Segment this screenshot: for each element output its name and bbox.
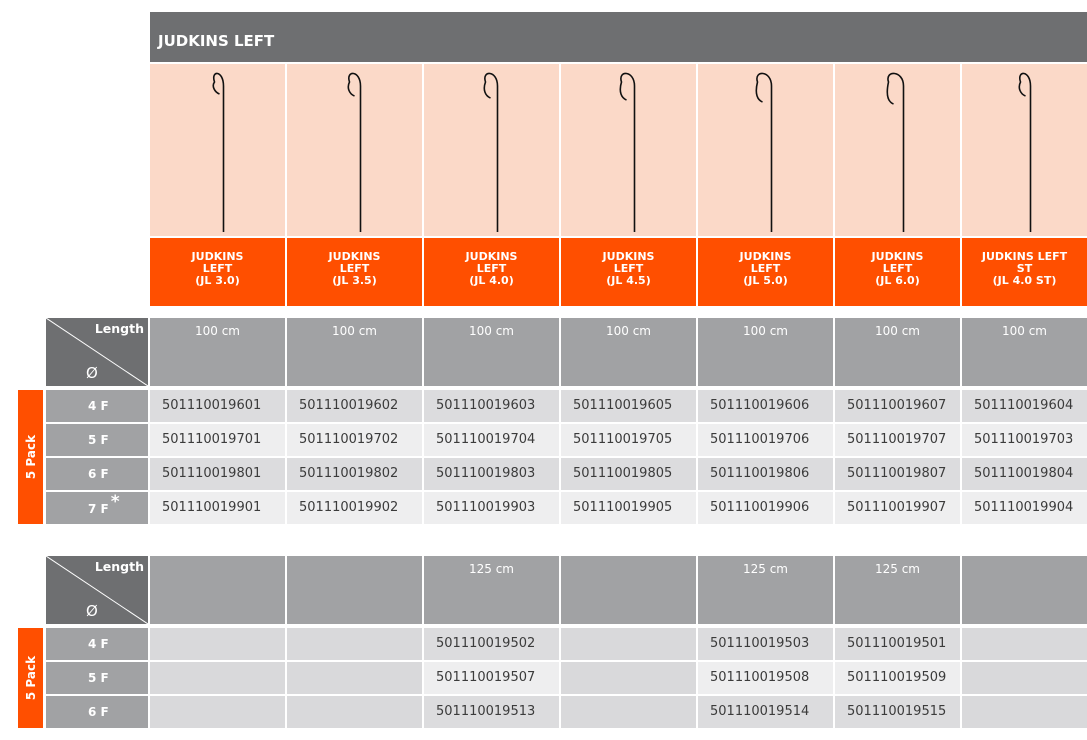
article-number-cell: 501110019803	[424, 458, 559, 490]
asterisk-note: *	[110, 492, 120, 512]
diameter-symbol: Ø	[86, 602, 98, 620]
column-header-line: JUDKINS LEFT	[981, 250, 1068, 263]
article-number-cell: 501110019508	[698, 662, 833, 694]
article-number-cell	[150, 662, 285, 694]
french-size-label: 6 F	[88, 705, 109, 719]
catheter-image-cell	[835, 64, 960, 236]
french-size-cell	[46, 492, 148, 524]
column-header-name	[424, 238, 559, 306]
length-cell	[287, 556, 422, 624]
catheter-curve-icon	[424, 64, 559, 236]
length-cell	[962, 556, 1087, 624]
article-number-cell	[561, 628, 696, 660]
column-header-line: (JL 3.5)	[332, 274, 377, 287]
catheter-curve-icon	[150, 64, 285, 236]
column-header-name	[835, 238, 960, 306]
column-header-line: JUDKINS	[191, 250, 244, 263]
article-number-cell	[962, 696, 1087, 728]
article-number-cell: 501110019705	[561, 424, 696, 456]
length-cell: 100 cm	[962, 318, 1087, 386]
column-header-name	[287, 238, 422, 306]
length-diameter-corner	[46, 318, 148, 386]
article-number-cell: 501110019605	[561, 390, 696, 422]
french-size-cell	[46, 628, 148, 660]
column-header-name	[561, 238, 696, 306]
article-number-cell: 501110019704	[424, 424, 559, 456]
article-number-cell: 501110019607	[835, 390, 960, 422]
catheter-image-cell	[561, 64, 696, 236]
length-cell: 100 cm	[424, 318, 559, 386]
article-number-cell	[287, 662, 422, 694]
french-size-label: 7 F	[88, 502, 109, 516]
column-header-line: (JL 6.0)	[875, 274, 920, 287]
length-cell: 100 cm	[835, 318, 960, 386]
article-number-cell: 501110019515	[835, 696, 960, 728]
column-header-line: ST	[1016, 262, 1033, 275]
column-header-line: (JL 5.0)	[743, 274, 788, 287]
column-header-line: LEFT	[613, 262, 644, 275]
article-number-cell: 501110019602	[287, 390, 422, 422]
length-cell: 100 cm	[287, 318, 422, 386]
article-number-cell	[962, 662, 1087, 694]
article-number-cell: 501110019501	[835, 628, 960, 660]
catheter-image-cell	[424, 64, 559, 236]
french-size-label: 5 F	[88, 433, 109, 447]
column-header-line: LEFT	[202, 262, 233, 275]
column-header-line: LEFT	[339, 262, 370, 275]
french-size-cell	[46, 458, 148, 490]
length-cell: 125 cm	[698, 556, 833, 624]
french-size-label: 4 F	[88, 399, 109, 413]
catheter-curve-icon	[835, 64, 960, 236]
article-number-cell: 501110019507	[424, 662, 559, 694]
article-number-cell	[287, 628, 422, 660]
catheter-curve-icon	[698, 64, 833, 236]
french-size-cell	[46, 424, 148, 456]
catheter-image-cell	[698, 64, 833, 236]
article-number-cell: 501110019802	[287, 458, 422, 490]
length-cell: 125 cm	[835, 556, 960, 624]
article-number-cell: 501110019904	[962, 492, 1087, 524]
article-number-cell: 501110019514	[698, 696, 833, 728]
article-number-cell: 501110019902	[287, 492, 422, 524]
column-header-name	[962, 238, 1087, 306]
length-label: Length	[94, 559, 144, 574]
catheter-image-cell	[287, 64, 422, 236]
article-number-cell: 501110019801	[150, 458, 285, 490]
article-number-cell: 501110019604	[962, 390, 1087, 422]
column-header-line: (JL 4.0)	[469, 274, 514, 287]
column-header-line: LEFT	[882, 262, 913, 275]
length-diameter-corner	[46, 556, 148, 624]
pack-label: 5 Pack	[23, 434, 38, 480]
article-number-cell: 501110019601	[150, 390, 285, 422]
article-number-cell	[561, 662, 696, 694]
article-number-cell: 501110019503	[698, 628, 833, 660]
column-header-line: JUDKINS	[739, 250, 792, 263]
article-number-cell: 501110019502	[424, 628, 559, 660]
article-number-cell	[150, 628, 285, 660]
catheter-image-cell	[150, 64, 285, 236]
french-size-cell	[46, 662, 148, 694]
article-number-cell: 501110019805	[561, 458, 696, 490]
table-title: JUDKINS LEFT	[150, 12, 1087, 62]
french-size-label: 5 F	[88, 671, 109, 685]
column-header-line: LEFT	[750, 262, 781, 275]
article-number-cell: 501110019903	[424, 492, 559, 524]
diameter-symbol: Ø	[86, 364, 98, 382]
column-header-line: (JL 4.5)	[606, 274, 651, 287]
catheter-curve-icon	[561, 64, 696, 236]
article-number-cell: 501110019901	[150, 492, 285, 524]
article-number-cell: 501110019707	[835, 424, 960, 456]
article-number-cell: 501110019706	[698, 424, 833, 456]
length-cell	[150, 556, 285, 624]
article-number-cell: 501110019804	[962, 458, 1087, 490]
french-size-label: 4 F	[88, 637, 109, 651]
article-number-cell: 501110019509	[835, 662, 960, 694]
column-header-line: JUDKINS	[465, 250, 518, 263]
length-label: Length	[94, 321, 144, 336]
article-number-cell: 501110019906	[698, 492, 833, 524]
length-cell: 125 cm	[424, 556, 559, 624]
pack-label: 5 Pack	[23, 655, 38, 701]
pack-label-bar	[18, 628, 43, 728]
article-number-cell: 501110019513	[424, 696, 559, 728]
length-cell	[561, 556, 696, 624]
french-size-label: 6 F	[88, 467, 109, 481]
column-header-line: JUDKINS	[871, 250, 924, 263]
article-number-cell: 501110019905	[561, 492, 696, 524]
article-number-cell: 501110019603	[424, 390, 559, 422]
pack-label-bar	[18, 390, 43, 524]
column-header-name	[698, 238, 833, 306]
catheter-curve-icon	[287, 64, 422, 236]
article-number-cell: 501110019806	[698, 458, 833, 490]
column-header-line: (JL 3.0)	[195, 274, 240, 287]
article-number-cell: 501110019807	[835, 458, 960, 490]
length-cell: 100 cm	[561, 318, 696, 386]
french-size-cell	[46, 390, 148, 422]
article-number-cell: 501110019703	[962, 424, 1087, 456]
article-number-cell: 501110019702	[287, 424, 422, 456]
column-header-line: (JL 4.0 ST)	[992, 274, 1057, 287]
article-number-cell	[287, 696, 422, 728]
article-number-cell: 501110019701	[150, 424, 285, 456]
article-number-cell	[150, 696, 285, 728]
column-header-line: JUDKINS	[328, 250, 381, 263]
column-header-line: LEFT	[476, 262, 507, 275]
article-number-cell: 501110019907	[835, 492, 960, 524]
french-size-cell	[46, 696, 148, 728]
article-number-cell	[962, 628, 1087, 660]
catheter-curve-icon	[962, 64, 1087, 236]
length-cell: 100 cm	[150, 318, 285, 386]
article-number-cell: 501110019606	[698, 390, 833, 422]
column-header-line: JUDKINS	[602, 250, 655, 263]
article-number-cell	[561, 696, 696, 728]
length-cell: 100 cm	[698, 318, 833, 386]
column-header-name	[150, 238, 285, 306]
catheter-image-cell	[962, 64, 1087, 236]
